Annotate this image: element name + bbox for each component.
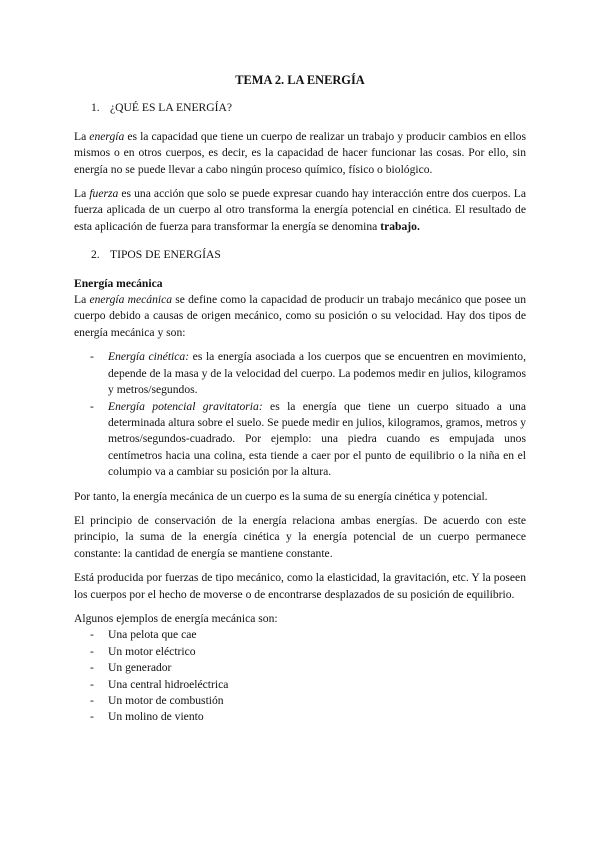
- paragraph-energy-definition: [74, 129, 526, 178]
- section-heading-1: [91, 100, 526, 116]
- list-item: [74, 677, 526, 693]
- list-item: [74, 399, 526, 481]
- dash-bullet: -: [90, 694, 94, 707]
- term-trabajo: trabajo.: [380, 219, 420, 233]
- section-title: ¿QUÉ ES LA ENERGÍA?: [110, 101, 233, 115]
- list-item: [74, 349, 526, 398]
- text-run: se define como la capacidad de producir un trabajo mecánico que posee un cuerpo debido a causas de origen mecánico, como su posición o su velocidad. Hay dos tipos de energía mecánica y son:: [74, 293, 526, 339]
- list-item-text: Un motor de combustión: [108, 694, 224, 707]
- section-title: TIPOS DE ENERGÍAS: [110, 248, 221, 262]
- energy-types-list: [74, 349, 526, 480]
- paragraph-total: Por tanto, la energía mecánica de un cuerpo es la suma de su energía cinética y potencial.: [74, 489, 488, 503]
- list-item-text: Una central hidroeléctrica: [108, 677, 229, 691]
- section-number: 1.: [91, 101, 100, 115]
- page-title: TEMA 2. LA ENERGÍA: [235, 73, 365, 87]
- list-item: [74, 709, 526, 725]
- paragraph-examples-intro: Algunos ejemplos de energía mecánica son:: [74, 611, 278, 625]
- list-item: [74, 660, 526, 676]
- examples-list: [74, 627, 526, 725]
- paragraph-force-definition: [74, 186, 526, 235]
- term-energia-cinetica: Energía cinética:: [108, 350, 190, 364]
- text-run: La: [74, 187, 90, 201]
- paragraph-conservation: El principio de conservación de la energía relaciona ambas energías. De acuerdo con este principio, la suma de la energía cinética y la energía potencial de un cuerpo permanece constante: la cantidad de energía se mantiene constante.: [74, 513, 526, 560]
- section-number: 2.: [91, 248, 100, 262]
- dash-bullet: -: [90, 628, 94, 642]
- term-energia-mecanica: energía mecánica: [89, 293, 173, 307]
- text-run: La: [74, 293, 90, 307]
- dash-bullet: -: [90, 710, 94, 724]
- text-run: es la energía asociada a los cuerpos que se encuentren en movimiento, depende de la masa y de la velocidad del cuerpo. La podemos medir en julios, kilogramos y metros/segundos.: [108, 350, 526, 397]
- dash-bullet: -: [90, 661, 94, 675]
- subheading-energia-mecanica: Energía mecánica: [74, 276, 163, 290]
- paragraph-produced: Está producida por fuerzas de tipo mecánico, como la elasticidad, la gravitación, etc. Y la poseen los cuerpos por el hecho de moverse o de encontrarse desplazados de su posición de equilibrio.: [74, 571, 526, 601]
- term-fuerza: fuerza: [89, 187, 119, 201]
- dash-bullet: -: [90, 677, 94, 691]
- text-run: es la energía que tiene un cuerpo situado a una determinada altura sobre el suelo. Se puede medir en julios, kilogramos, gramos, metros y metros/segundos-cuadrado. Por ejemplo: una piedra cuando es empujada unos centímetros hacia una colina, esta tiende a caer por el punto de equilibrio o la niña en el columpio va a cambiar su posición por la altura.: [108, 399, 526, 479]
- list-item-text: Una pelota que cae: [108, 628, 197, 642]
- dash-bullet: -: [90, 350, 94, 364]
- list-item: [74, 693, 526, 709]
- dash-bullet: -: [90, 399, 94, 413]
- text-run: es una acción que solo se puede expresar cuando hay interacción entre dos cuerpos. La fuerza aplicada de un cuerpo al otro transforma la energía potencial en cinética. El resultado de esta aplicación de fuerza para transformar la energía se denomina: [74, 187, 526, 233]
- list-item-text: Un generador: [108, 661, 172, 675]
- text-run: La: [74, 129, 90, 143]
- paragraph-mechanical-intro: [74, 292, 526, 341]
- list-item: [74, 627, 526, 643]
- list-item-text: Un motor eléctrico: [108, 644, 196, 658]
- section-heading-2: [91, 247, 526, 263]
- list-item-text: Un molino de viento: [108, 710, 204, 724]
- dash-bullet: -: [90, 644, 94, 658]
- list-item: [74, 644, 526, 660]
- text-run: es la capacidad que tiene un cuerpo de realizar un trabajo y producir cambios en ellos mismos o en otros cuerpos, es decir, es la capacidad de hacer funcionar las cosas. Por ello, sin energía no se puede llevar a cabo ningún proceso químico, físico o biológico.: [74, 129, 526, 176]
- term-energia-potencial: Energía potencial gravitatoria:: [108, 399, 263, 413]
- term-energia: energía: [89, 129, 125, 143]
